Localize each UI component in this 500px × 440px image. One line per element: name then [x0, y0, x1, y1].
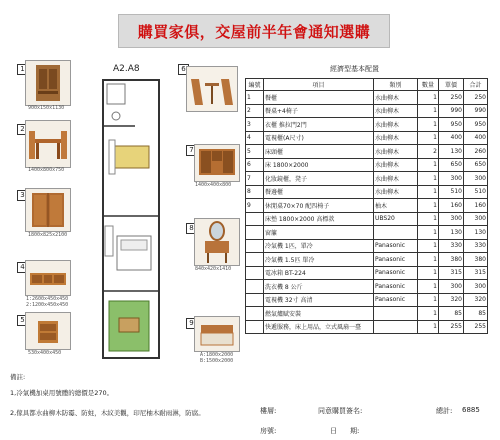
floor-label: 樓層:: [260, 407, 277, 415]
table-cell: 電視櫃(A尺寸): [264, 131, 374, 145]
table-cell: 水曲柳木: [374, 172, 418, 186]
table-row: [246, 145, 488, 159]
note-line: 1,冷氣機加桌用號體的總價是270。: [10, 389, 114, 397]
table-chairs-photo: [186, 66, 238, 112]
table-cell: 化妝鏡櫃，凳子: [264, 172, 374, 186]
table-cell: 水曲柳木: [374, 118, 418, 132]
item-number: 1: [17, 64, 28, 75]
date-label-period: 期:: [350, 427, 360, 435]
table-cell: 300: [464, 280, 488, 294]
table-title: 經濟型基本配置: [330, 65, 379, 73]
table-cell: 6: [246, 158, 264, 172]
table-cell: 衣櫃 推拉門2門: [264, 118, 374, 132]
table-cell: 260: [464, 145, 488, 159]
table-cell: 380: [464, 253, 488, 267]
item-caption: 1400x400x800: [195, 182, 232, 188]
table-cell: 400: [439, 131, 464, 145]
table-cell: 餐邊櫃: [264, 185, 374, 199]
table-cell: 1: [418, 158, 439, 172]
item-caption: 530x400x450: [28, 350, 62, 356]
table-cell: 330: [439, 239, 464, 253]
table-cell: 快遞服務，床上用品，立式風扇一臺: [264, 320, 374, 334]
table-cell: 9: [246, 199, 264, 213]
table-cell: 300: [464, 212, 488, 226]
table-cell: 950: [464, 118, 488, 132]
table-cell: 休閒桌70×70 配四椅子: [264, 199, 374, 213]
item-number: 3: [17, 190, 28, 201]
item-number: 5: [17, 315, 28, 326]
plan-label: A2.A8: [113, 64, 140, 74]
tv-cabinet-icon: [26, 261, 70, 295]
vanity-photo: [194, 218, 240, 266]
table-row: [246, 118, 488, 132]
table-row: [246, 199, 488, 213]
sideboard-icon: [195, 145, 239, 181]
table-cell: 330: [464, 239, 488, 253]
folding-chairs-icon: [187, 67, 237, 111]
nightstand-photo: [25, 312, 71, 350]
table-cell: 130: [439, 145, 464, 159]
table-cell: 1: [418, 131, 439, 145]
table-cell: 1: [418, 307, 439, 321]
sideboard-photo: [194, 144, 240, 182]
dining-table-icon: [26, 121, 70, 167]
table-cell: 300: [439, 280, 464, 294]
table-row: [246, 280, 488, 294]
col-header: 單價: [439, 79, 464, 91]
total-label: 總計:: [436, 407, 453, 415]
table-cell: 8: [246, 185, 264, 199]
item-caption: 840x420x1410: [195, 266, 232, 272]
table-cell: 1: [246, 91, 264, 105]
item-caption: 1400x800x750: [28, 167, 65, 173]
table-cell: 1: [418, 91, 439, 105]
nightstand-icon: [26, 313, 70, 349]
table-cell: Panasonic: [374, 293, 418, 307]
col-header: 合計: [464, 79, 488, 91]
table-cell: 255: [464, 320, 488, 334]
bed-photo: [194, 316, 240, 352]
table-row: [246, 185, 488, 199]
table-cell: 水曲柳木: [374, 158, 418, 172]
table-cell: 300: [439, 212, 464, 226]
table-cell: [374, 320, 418, 334]
table-cell: [246, 320, 264, 334]
table-cell: 510: [439, 185, 464, 199]
table-row: [246, 104, 488, 118]
table-cell: 1: [418, 212, 439, 226]
table-cell: Panasonic: [374, 266, 418, 280]
table-cell: Panasonic: [374, 253, 418, 267]
table-cell: 床 1800×2000: [264, 158, 374, 172]
total-value: 6885: [462, 406, 480, 414]
table-cell: 320: [439, 293, 464, 307]
table-cell: 250: [439, 91, 464, 105]
table-cell: 柚木: [374, 199, 418, 213]
table-cell: 水曲柳木: [374, 145, 418, 159]
cabinet-icon: [26, 61, 70, 105]
table-cell: 320: [464, 293, 488, 307]
table-cell: 餐桌+4椅子: [264, 104, 374, 118]
table-cell: Panasonic: [374, 280, 418, 294]
item-caption: 900x150x1130: [28, 105, 65, 111]
table-cell: 1: [418, 199, 439, 213]
table-cell: 315: [464, 266, 488, 280]
table-cell: 1: [418, 280, 439, 294]
table-cell: 160: [439, 199, 464, 213]
table-row: [246, 266, 488, 280]
signature-label: 同意購買簽名:: [318, 407, 363, 415]
table-cell: 餐櫃: [264, 91, 374, 105]
table-cell: 85: [439, 307, 464, 321]
table-cell: 300: [464, 172, 488, 186]
table-cell: [246, 239, 264, 253]
table-cell: 400: [464, 131, 488, 145]
table-cell: [374, 226, 418, 240]
banner-title: 購買家俱，交屋前半年會通知選購: [118, 14, 390, 48]
col-header: 編號: [246, 79, 264, 91]
wardrobe-icon: [26, 189, 70, 231]
table-cell: 85: [464, 307, 488, 321]
item-caption: 1:2600x450x450 2:1200x450x450: [26, 296, 69, 308]
table-cell: 水曲柳木: [374, 131, 418, 145]
item-number: 4: [17, 262, 28, 273]
table-cell: [246, 253, 264, 267]
table-cell: 床頭櫃: [264, 145, 374, 159]
table-cell: 990: [464, 104, 488, 118]
table-cell: 3: [246, 118, 264, 132]
item-number: 8: [186, 223, 197, 234]
table-cell: 1: [418, 104, 439, 118]
table-row: [246, 320, 488, 334]
table-cell: 1: [418, 293, 439, 307]
table-cell: 650: [439, 158, 464, 172]
table-cell: 窗簾: [264, 226, 374, 240]
table-cell: 1: [418, 172, 439, 186]
table-cell: 255: [439, 320, 464, 334]
wardrobe-photo: [25, 188, 71, 232]
table-cell: [246, 307, 264, 321]
table-cell: 電冰箱 BT-224: [264, 266, 374, 280]
table-cell: 130: [439, 226, 464, 240]
table-cell: 990: [439, 104, 464, 118]
table-cell: 315: [439, 266, 464, 280]
table-row: [246, 212, 488, 226]
floor-plan-drawing: [95, 76, 167, 366]
table-cell: 4: [246, 131, 264, 145]
table-cell: 冷氣機 1匹，單冷: [264, 239, 374, 253]
table-row: [246, 307, 488, 321]
table-cell: 510: [464, 185, 488, 199]
table-row: [246, 293, 488, 307]
table-cell: 300: [439, 172, 464, 186]
vanity-icon: [195, 219, 239, 265]
table-cell: [246, 280, 264, 294]
table-row: [246, 253, 488, 267]
table-cell: 250: [464, 91, 488, 105]
col-header: 項目: [264, 79, 374, 91]
table-row: [246, 239, 488, 253]
table-cell: 洗衣機 8 公斤: [264, 280, 374, 294]
col-header: 類別: [374, 79, 418, 91]
note-line: 2,傢具都水曲柳木防霉、防蛀，木紋美觀，印尼柚木耐雨淋，防腐。: [10, 409, 205, 417]
table-cell: [246, 226, 264, 240]
table-cell: 1: [418, 320, 439, 334]
table-cell: 380: [439, 253, 464, 267]
table-header-row: [246, 79, 488, 91]
item-number: 6: [178, 64, 189, 75]
table-cell: UBS20: [374, 212, 418, 226]
table-cell: 冷氣機 1.5匹 單冷: [264, 253, 374, 267]
col-header: 數量: [418, 79, 439, 91]
table-cell: 水曲柳木: [374, 104, 418, 118]
table-cell: Panasonic: [374, 239, 418, 253]
table-cell: 水曲柳木: [374, 185, 418, 199]
table-cell: [374, 307, 418, 321]
table-cell: 1: [418, 239, 439, 253]
table-cell: 2: [246, 104, 264, 118]
table-cell: 電視機 32寸 高清: [264, 293, 374, 307]
furniture-table: [245, 78, 488, 334]
table-cell: 1: [418, 253, 439, 267]
tv-cabinet-photo: [25, 260, 71, 296]
table-cell: 燃氣爐賦安裝: [264, 307, 374, 321]
table-cell: 床墊 1800×2000 高標款: [264, 212, 374, 226]
table-cell: 水曲柳木: [374, 91, 418, 105]
table-cell: 1: [418, 118, 439, 132]
table-cell: [246, 212, 264, 226]
table-cell: 5: [246, 145, 264, 159]
item-number: 9: [186, 318, 197, 329]
date-label-day: 日: [330, 427, 337, 435]
item-number: 2: [17, 124, 28, 135]
table-cell: 160: [464, 199, 488, 213]
table-row: [246, 91, 488, 105]
item-caption: A:1800x2000 B:1500x2000: [200, 352, 234, 364]
floor-plan: [95, 76, 167, 366]
table-cell: 650: [464, 158, 488, 172]
bed-icon: [195, 317, 239, 351]
table-cell: 950: [439, 118, 464, 132]
table-row: [246, 131, 488, 145]
table-row: [246, 226, 488, 240]
table-row: [246, 158, 488, 172]
table-cell: 1: [418, 185, 439, 199]
table-cell: 1: [418, 226, 439, 240]
dining-set-photo: [25, 120, 71, 168]
cabinet-photo: [25, 60, 71, 106]
table-cell: 1: [418, 266, 439, 280]
table-cell: 7: [246, 172, 264, 186]
table-cell: 130: [464, 226, 488, 240]
item-caption: 1800x825x2100: [28, 232, 68, 238]
room-label: 房號:: [260, 427, 277, 435]
notes-title: 備註:: [10, 373, 26, 381]
table-cell: [246, 293, 264, 307]
table-cell: [246, 266, 264, 280]
table-cell: 2: [418, 145, 439, 159]
item-number: 7: [186, 145, 197, 156]
table-row: [246, 172, 488, 186]
